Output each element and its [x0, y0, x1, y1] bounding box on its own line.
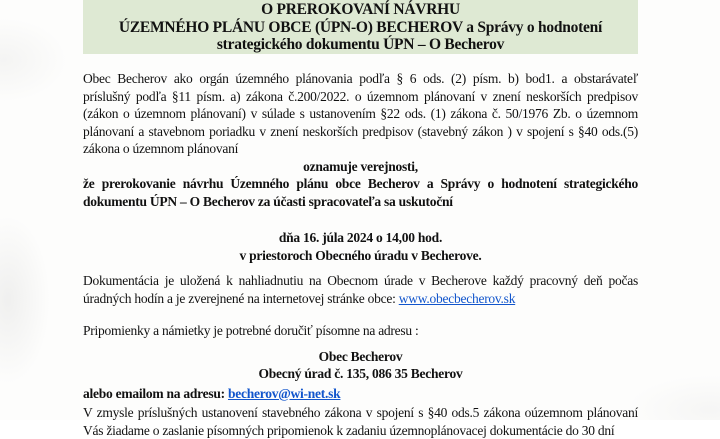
title-line-3: strategického dokumentu ÚPN – O Becherov: [83, 36, 638, 54]
address-line-1: Obec Becherov: [83, 348, 638, 366]
email-link[interactable]: becherov@wi-net.sk: [228, 386, 340, 401]
intro-paragraph: [83, 70, 638, 158]
title-line-1: O PREROKOVANÍ NÁVRHU: [83, 1, 638, 19]
paragraph-line: V zmysle príslušných ustanovení stavebného zákona v spojení s §40 ods.5 zákona oúzemnom plánovaní: [83, 404, 638, 422]
meeting-paragraph: [83, 175, 638, 210]
address-line-2: Obecný úrad č. 135, 086 35 Becherov: [83, 365, 638, 383]
paragraph-line: Vás žiadame o zaslanie písomných pripomienok k zadaniu územnoplánovacej dokumentácie do 30 dní: [83, 422, 638, 439]
paragraph-line: (zákon o územnom plánovaní) v súlade s ustanovením §22 ods. (1) zákona č. 50/1976 Zb. o územnom: [83, 105, 638, 123]
announcement-line: oznamuje verejnosti,: [83, 158, 638, 176]
paragraph-line: Dokumentácia je uložená k nahliadnutiu na Obecnom úrade v Becherove každý pracovný deň počas: [83, 272, 638, 290]
title-line-2: ÚZEMNÉHO PLÁNU OBCE (ÚPN-O) BECHEROV a Správy o hodnotení: [83, 19, 638, 37]
email-line: [83, 385, 638, 403]
website-link[interactable]: www.obecbecherov.sk: [399, 291, 515, 306]
paragraph-line: Obec Becherov ako orgán územného plánovania podľa § 6 ods. (2) písm. b) bod1. a obstarávateľ: [83, 70, 638, 88]
meeting-place-line: v priestoroch Obecného úradu v Becherove.: [83, 247, 638, 265]
documentation-line-prefix: úradných hodín a je zverejnené na internetovej stránke obce:: [83, 291, 399, 306]
email-line-prefix: alebo emailom na adresu:: [83, 386, 228, 401]
paragraph-line: príslušný podľa §11 písm. a) zákona č.200/2022. o územnom plánovaní v znení neskorších predpisov: [83, 88, 638, 106]
paragraph-line: [83, 290, 638, 308]
paragraph-line: plánovaní a stavebnom poriadku v znení neskorších predpisov (stavebný zákon ) v spojení s §40 ods.(5): [83, 123, 638, 141]
paragraph-line: že prerokovanie návrhu Územného plánu obce Becherov a Správy o hodnotení strategického: [83, 175, 638, 193]
paragraph-line: dokumentu ÚPN – O Becherov za účasti spracovateľa sa uskutoční: [83, 193, 638, 211]
comments-instruction-line: Pripomienky a námietky je potrebné doručiť písomne na adresu :: [83, 322, 638, 340]
documentation-paragraph: [83, 272, 638, 307]
notice-body: [83, 70, 638, 439]
meeting-date-line: dňa 16. júla 2024 o 14,00 hod.: [83, 229, 638, 247]
paragraph-line: zákona o územnom plánovaní: [83, 140, 638, 158]
notice-title-block: [83, 0, 638, 54]
legal-paragraph: [83, 404, 638, 439]
